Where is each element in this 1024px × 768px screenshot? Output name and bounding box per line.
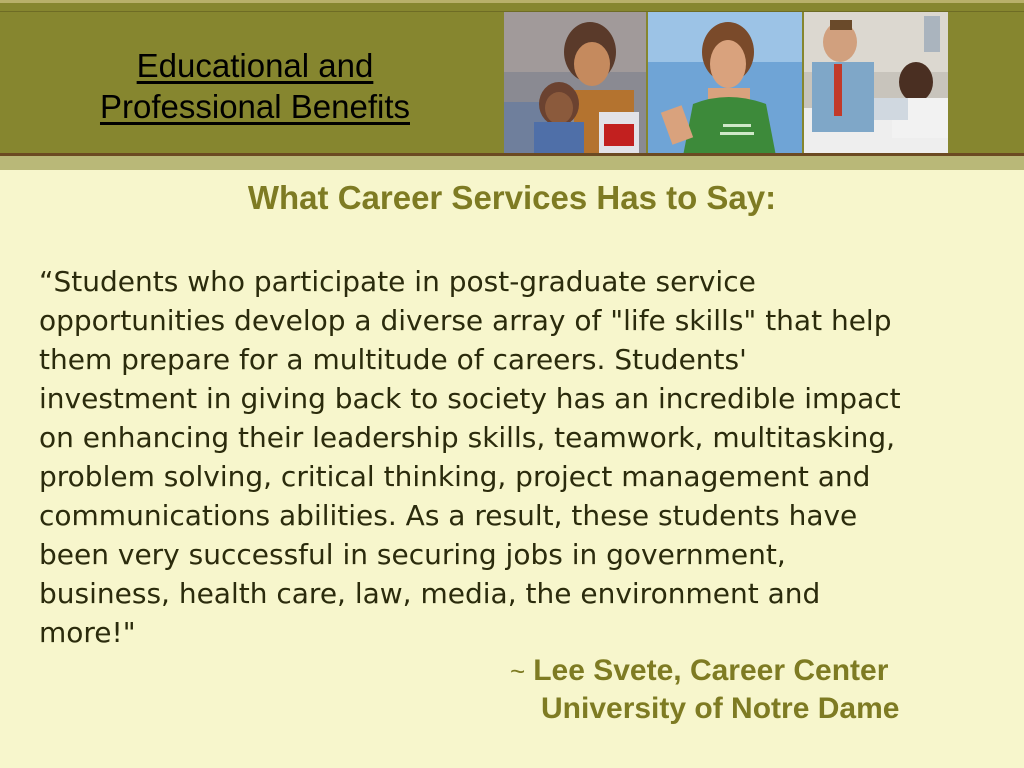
tilde-mark: ~ [510,656,526,686]
attribution-name-line [510,652,970,690]
quote-attribution [510,652,970,728]
quote-text: “Students who participate in post-graduate service opportunities develop a diverse array of "life skills" that help them prepare for a multitude of careers. Students' investment in giving back to society has an incredible impact on enhancing their leadership skills, teamwork, multitasking, problem solving, critical thinking, project management and communications abilities. As a result, these students have been very successful in securing jobs in government, business, health care, law, media, the environment and more!" [39,265,901,649]
attribution-name: Lee Svete, Career Center [533,654,889,687]
header-band [0,156,1024,170]
header-bar [0,0,1024,162]
photo-health-care-volunteer [804,12,948,156]
attribution-org: University of Notre Dame [541,692,900,725]
slide-title: Educational and Professional Benefits [99,47,410,125]
photo-volunteer-with-child [504,12,646,156]
section-heading: What Career Services Has to Say: [247,179,777,216]
photo-student-volunteer [648,12,802,156]
